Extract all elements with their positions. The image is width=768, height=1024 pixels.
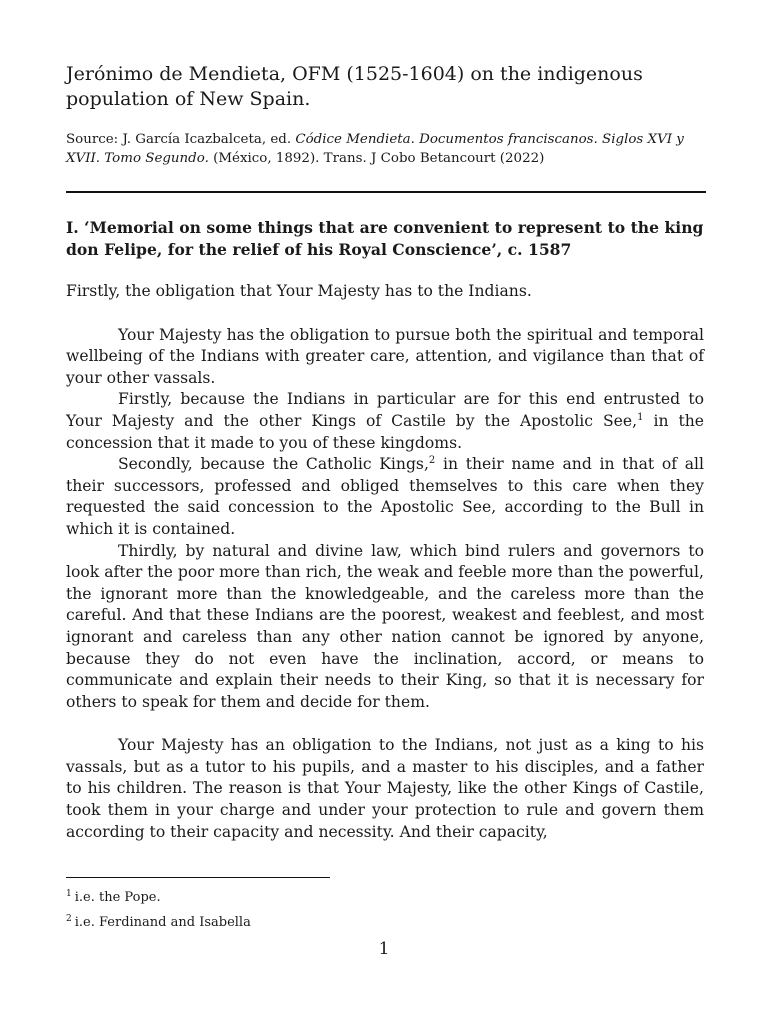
footnote-2-marker: 2 bbox=[66, 914, 72, 924]
source-prefix: Source: J. García Icazbalceta, ed. bbox=[66, 132, 296, 147]
footnote-1-marker: 1 bbox=[66, 889, 72, 899]
footnote-divider bbox=[66, 877, 330, 878]
paragraph-5: Your Majesty has an obligation to the Indians, not just as a king to his vassals, but as a tutor to his pupils, and a master to his disciples, and a father to his children. The reason is that Your Majesty, like the other Kings of Castile, took them in your charge and under your protection to rule and govern them according to their capacity and necessity. And their capacity, bbox=[66, 736, 704, 841]
title-divider bbox=[66, 191, 706, 193]
page-number: 1 bbox=[378, 939, 390, 959]
source-suffix: (México, 1892). Trans. J Cobo Betancourt (2022) bbox=[208, 151, 545, 166]
footnote-ref-1[interactable]: 1 bbox=[637, 411, 644, 423]
document-title: Jerónimo de Mendieta, OFM (1525-1604) on the indigenous population of New Spain. bbox=[66, 63, 643, 110]
paragraph-3-text-b: in their name and in that of all their successors, professed and obliged themselves to this care when they requested the said concession to the Apostolic See, according to the Bull in which it is contained. bbox=[66, 455, 704, 538]
footnote-1-text: i.e. the Pope. bbox=[74, 890, 161, 905]
document-page bbox=[66, 62, 704, 843]
paragraph-2-text-b: in the concession that it made to you of these kingdoms. bbox=[66, 411, 704, 452]
footnote-1 bbox=[66, 890, 161, 906]
source-work-title: Códice Mendieta. Documentos franciscanos. Siglos XVI y XVII. Tomo Segundo. bbox=[66, 132, 684, 166]
paragraph-2-text-a: Firstly, because the Indians in particular are for this end entrusted to Your Majesty and the other Kings of Castile by the Apostolic See, bbox=[66, 390, 704, 430]
paragraph-3-text-a: Secondly, because the Catholic Kings, bbox=[118, 455, 429, 474]
footnote-ref-2[interactable]: 2 bbox=[428, 455, 436, 467]
paragraph-3 bbox=[66, 454, 704, 540]
source-citation bbox=[66, 130, 704, 168]
section-heading: I. ‘Memorial on some things that are convenient to represent to the king don Felipe, for the relief of his Royal Conscience’, c. 1587 bbox=[66, 218, 704, 259]
paragraph-4: Thirdly, by natural and divine law, which bind rulers and governors to look after the poor more than rich, the weak and feeble more than the powerful, the ignorant more than the knowledgeable, and the careless more than the careful. And that these Indians are the poorest, weakest and feeblest, and most ignorant and careless than any other nation cannot be ignored by anyone, because they do not even have the inclination, accord, or means to communicate and explain their needs to their King, so that it is necessary for others to speak for them and decide for them. bbox=[66, 541, 704, 711]
paragraph-1: Your Majesty has the obligation to pursue both the spiritual and temporal wellbeing of the Indians with greater care, attention, and vigilance than that of your other vassals. bbox=[66, 325, 704, 387]
paragraph-2 bbox=[66, 389, 704, 454]
footnote-2 bbox=[66, 915, 251, 931]
intro-line: Firstly, the obligation that Your Majesty has to the Indians. bbox=[66, 282, 532, 300]
footnote-2-text: i.e. Ferdinand and Isabella bbox=[74, 915, 251, 930]
